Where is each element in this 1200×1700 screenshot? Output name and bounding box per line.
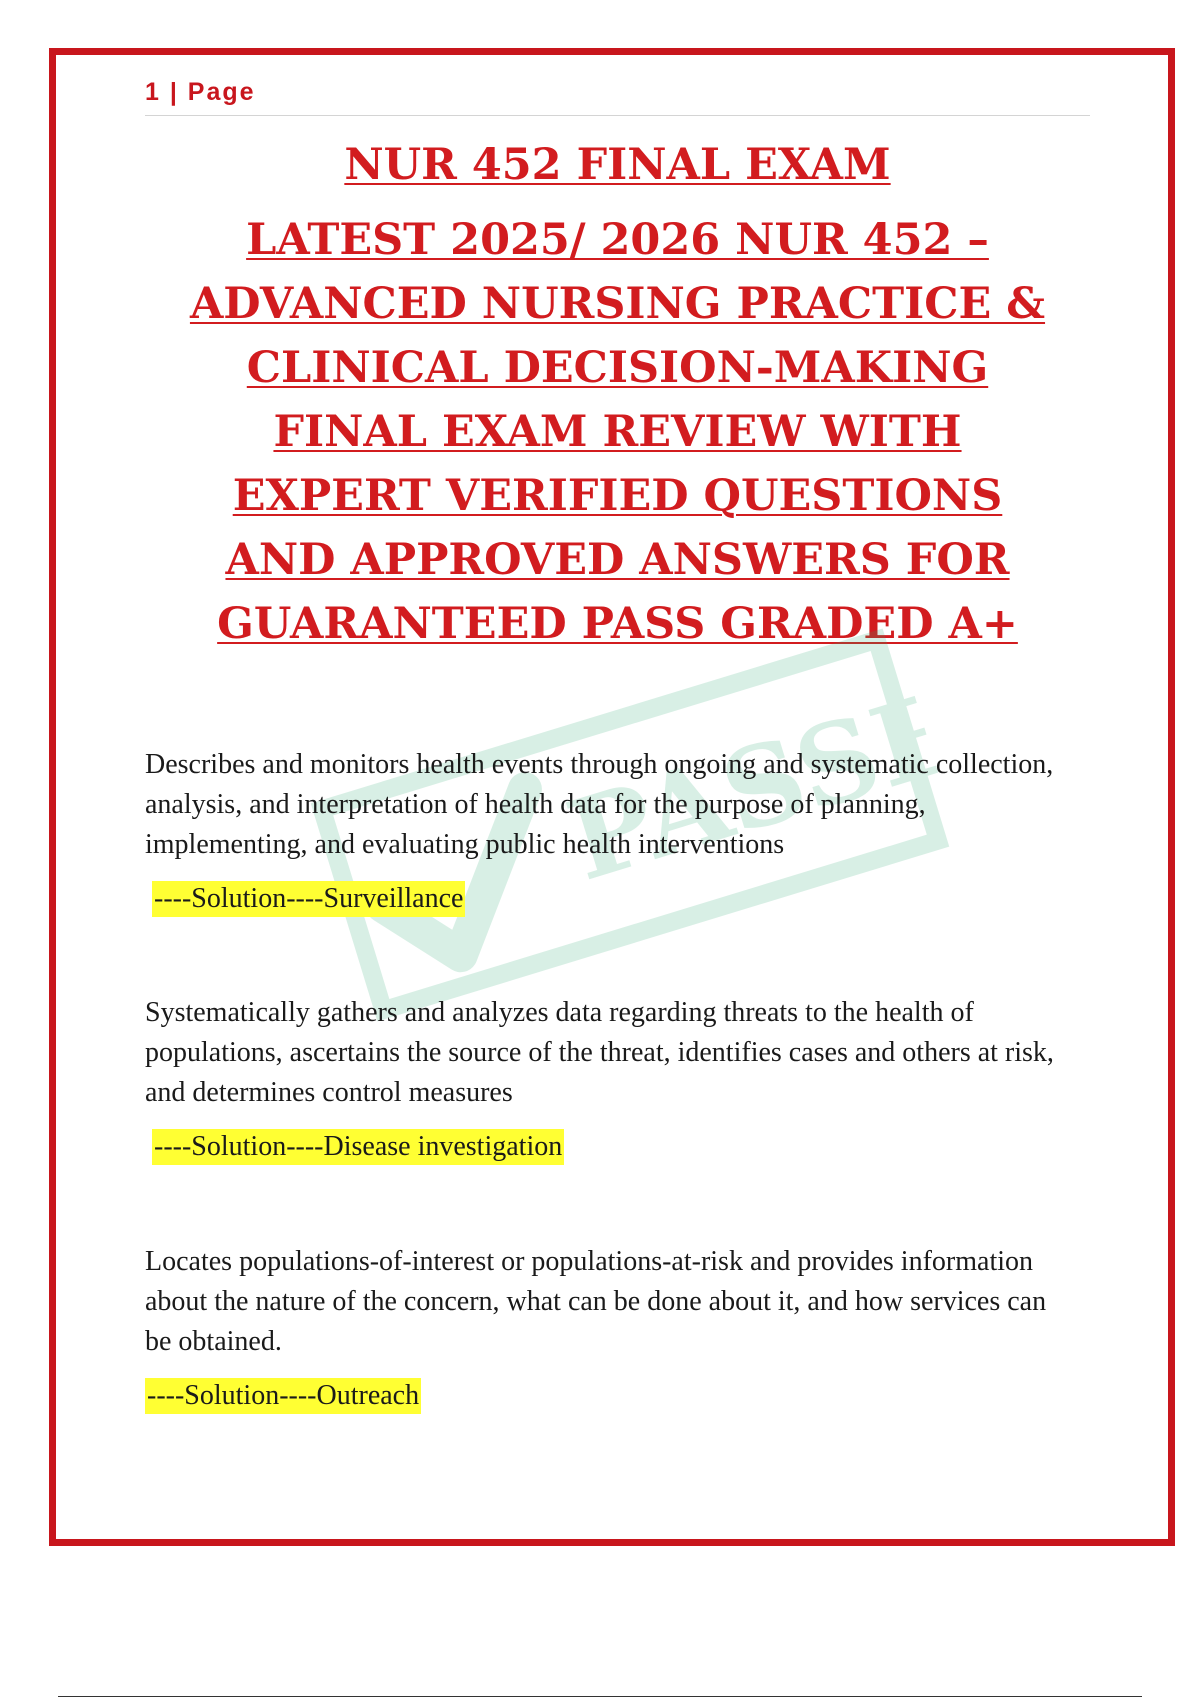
title-subtitle [130, 208, 1105, 656]
page-bottom-rule [58, 1696, 1142, 1697]
document-title [130, 140, 1105, 656]
solution-answer: ----Solution----Disease investigation [152, 1129, 564, 1165]
qa-item [145, 1242, 1075, 1414]
title-line: CLINICAL DECISION-MAKING [246, 342, 989, 393]
page-number-label: 1 | Page [145, 78, 256, 106]
page-header [145, 78, 1090, 116]
title-line: AND APPROVED ANSWERS FOR [225, 534, 1010, 585]
solution-answer: ----Solution----Surveillance [152, 881, 465, 917]
question-text: Systematically gathers and analyzes data regarding threats to the health of populations, ascertains the source of the threat, identifies cases and others at risk, and determines control measures [145, 997, 1054, 1108]
title-line: ADVANCED NURSING PRACTICE & [189, 278, 1046, 329]
title-line: LATEST 2025/ 2026 NUR 452 – [246, 214, 989, 265]
qa-item [145, 745, 1075, 917]
title-line: GUARANTEED PASS GRADED A+ [217, 598, 1018, 649]
title-line: EXPERT VERIFIED QUESTIONS [232, 470, 1003, 521]
question-text: Describes and monitors health events through ongoing and systematic collection, analysis, and interpretation of health data for the purpose of planning, implementing, and evaluating public health interventions [145, 749, 1054, 860]
solution-answer: ----Solution----Outreach [145, 1378, 421, 1414]
title-main: NUR 452 FINAL EXAM [344, 140, 891, 190]
watermark-text: PASSED [554, 637, 964, 906]
question-text: Locates populations-of-interest or populations-at-risk and provides information about the nature of the concern, what can be done about it, and how services can be obtained. [145, 1246, 1047, 1357]
title-line: FINAL EXAM REVIEW WITH [273, 406, 962, 457]
qa-item [145, 993, 1075, 1165]
